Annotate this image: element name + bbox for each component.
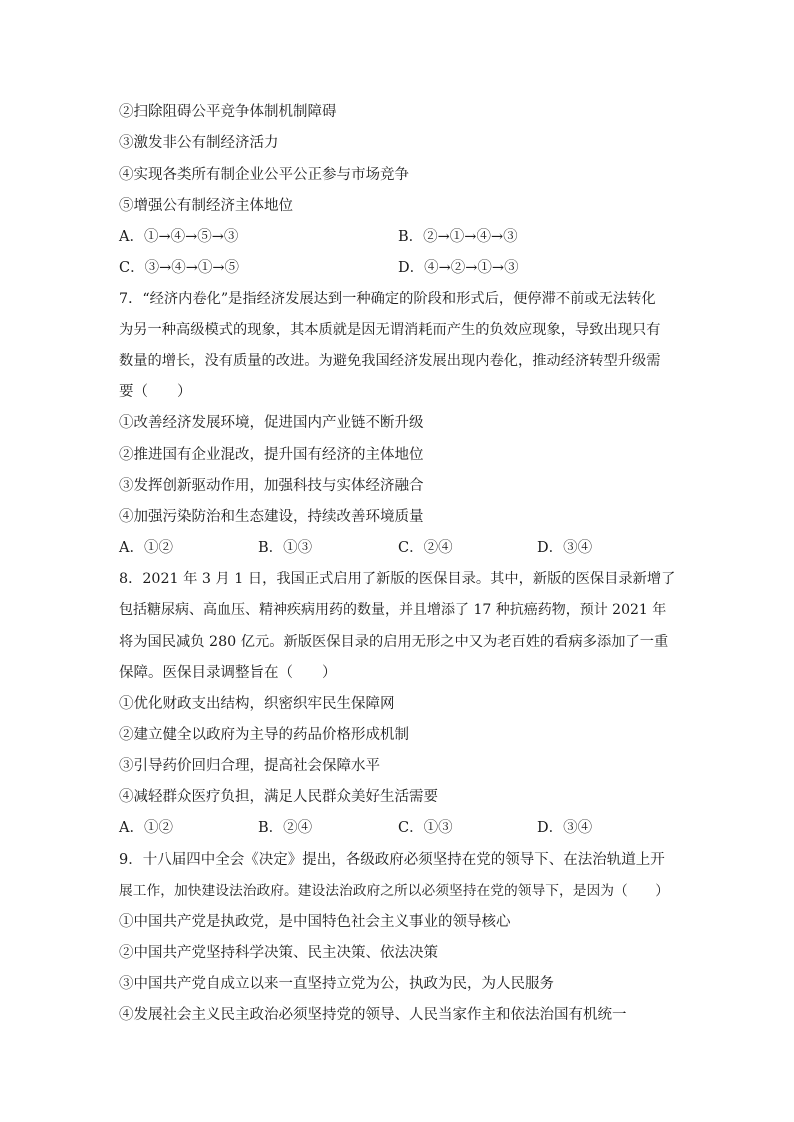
q8-item-3: ③引导药价回归合理，提高社会保障水平	[119, 758, 380, 774]
q7-option-d[interactable]: D．③④	[537, 540, 593, 556]
q9-stem-line-1: 9．十八届四中全会《决定》提出，各级政府必须坚持在党的领导下、在法治轨道上开	[119, 852, 665, 868]
q9-item-2: ②中国共产党坚持科学决策、民主决策、依法决策	[119, 945, 438, 961]
q8-stem-line-2: 包括糖尿病、高血压、精神疾病用药的数量，并且增添了 17 种抗癌药物，预计 2021 年	[119, 602, 667, 618]
q9-item-1: ①中国共产党是执政党，是中国特色社会主义事业的领导核心	[119, 914, 511, 930]
q8-item-1: ①优化财政支出结构，织密织牢民生保障网	[119, 696, 395, 712]
q7-item-2: ②推进国有企业混改，提升国有经济的主体地位	[119, 447, 424, 463]
q8-option-c[interactable]: C．①③	[398, 820, 453, 836]
q8-stem-line-1: 8．2021 年 3 月 1 日，我国正式启用了新版的医保目录。其中，新版的医保目录新增了	[119, 571, 676, 587]
q9-item-3: ③中国共产党自成立以来一直坚持立党为公，执政为民，为人民服务	[119, 976, 554, 992]
q8-option-a[interactable]: A．①②	[119, 820, 173, 836]
q8-stem-line-3: 将为国民减负 280 亿元。新版医保目录的启用无形之中又为老百姓的看病多添加了一重	[119, 634, 669, 650]
q7-item-3: ③发挥创新驱动作用，加强科技与实体经济融合	[119, 478, 424, 494]
q7-item-4: ④加强污染防治和生态建设，持续改善环境质量	[119, 509, 424, 525]
q7-stem-line-3: 数量的增长，没有质量的改进。为避免我国经济发展出现内卷化，推动经济转型升级需	[119, 353, 661, 369]
q8-option-b[interactable]: B．②④	[258, 820, 313, 836]
q7-option-a[interactable]: A．①②	[119, 540, 173, 556]
q6-option-c[interactable]: C．③→④→①→⑤	[119, 260, 240, 276]
q7-stem-line-2: 为另一种高级模式的现象，其本质就是因无谓消耗而产生的负效应现象，导致出现只有	[119, 322, 661, 338]
q6-item-3: ③激发非公有制经济活力	[119, 135, 279, 151]
q9-item-4: ④发展社会主义民主政治必须坚持党的领导、人民当家作主和依法治国有机统一	[119, 1007, 627, 1023]
q7-option-c[interactable]: C．②④	[398, 540, 453, 556]
q8-option-d[interactable]: D．③④	[537, 820, 593, 836]
q7-stem-line-1: 7．“经济内卷化”是指经济发展达到一种确定的阶段和形式后，便停滞不前或无法转化	[119, 291, 656, 307]
q7-stem-line-4: 要（ ）	[119, 384, 192, 400]
q8-stem-line-4: 保障。医保目录调整旨在（ ）	[119, 665, 337, 681]
q6-option-b[interactable]: B．②→①→④→③	[398, 229, 518, 245]
q8-item-2: ②建立健全以政府为主导的药品价格形成机制	[119, 727, 409, 743]
q8-item-4: ④减轻群众医疗负担，满足人民群众美好生活需要	[119, 789, 438, 805]
q6-item-2: ②扫除阻碍公平竞争体制机制障碍	[119, 104, 337, 120]
q9-stem-line-2: 展工作，加快建设法治政府。建设法治政府之所以必须坚持在党的领导下，是因为（ ）	[119, 883, 670, 899]
q6-option-d[interactable]: D．④→②→①→③	[398, 260, 519, 276]
q6-item-5: ⑤增强公有制经济主体地位	[119, 198, 293, 214]
q7-option-b[interactable]: B．①③	[258, 540, 313, 556]
q6-item-4: ④实现各类所有制企业公平公正参与市场竞争	[119, 167, 409, 183]
q6-option-a[interactable]: A．①→④→⑤→③	[119, 229, 239, 245]
q7-item-1: ①改善经济发展环境，促进国内产业链不断升级	[119, 415, 424, 431]
